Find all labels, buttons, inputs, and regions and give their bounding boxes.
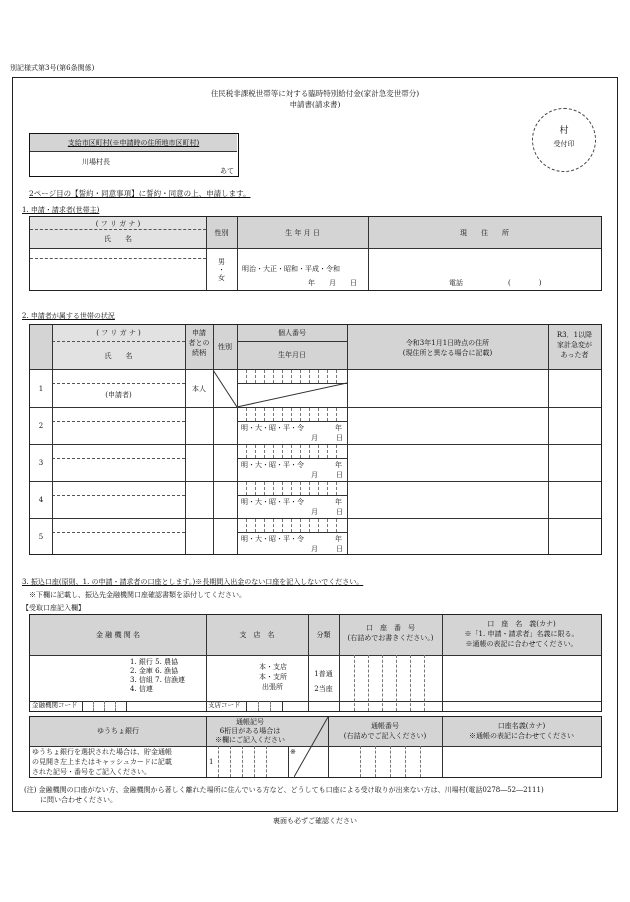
row5-era[interactable]: 明・大・昭・平・令 (241, 535, 304, 543)
branch-code-label: 支店コード (208, 701, 241, 709)
symbol-asterisk: ※ (290, 748, 296, 756)
row4-day: 日 (336, 508, 343, 516)
s1-dob-label: 生 年 月 日 (285, 229, 320, 237)
branch-type-3[interactable]: 出張所 (262, 683, 283, 691)
row1-self: 本人 (192, 385, 206, 393)
holder-kana-label: 口座名義(カナ) (497, 722, 546, 730)
yucho-note-3: された記号・番号をご記入ください。 (32, 768, 151, 776)
passbook-symbol-label: 通帳記号 (236, 718, 264, 726)
section3-subheading: 【受取口座記入欄】 (22, 604, 85, 612)
row3-month: 月 (311, 471, 318, 479)
category-type-2[interactable]: 2当座 (314, 685, 333, 693)
yucho-diagonal (294, 717, 328, 777)
bank-type-2[interactable]: 2. 金庫 6. 漁協 (130, 667, 179, 675)
row3-year: 年 (335, 461, 342, 469)
s2-name-label: 氏 名 (104, 352, 133, 360)
holder-label: 口 座 名 義(カナ) (487, 620, 556, 628)
symbol-first-digit: 1 (209, 758, 214, 766)
bank-type-3[interactable]: 3. 信組 7. 信漁連 (130, 676, 186, 684)
row-number-1: 1 (38, 385, 44, 393)
yucho-table[interactable] (29, 716, 602, 778)
bank-table[interactable] (29, 614, 602, 712)
s1-gender-female[interactable]: 女 (218, 274, 225, 282)
s1-gender-label: 性別 (214, 229, 229, 237)
s2-dob-label: 生年月日 (278, 351, 306, 359)
bank-code-label: 金融機関コード (32, 701, 78, 709)
passbook-no-label: 通帳番号 (371, 722, 399, 730)
row2-day: 日 (336, 434, 343, 442)
s2-sudden-3: あった者 (560, 351, 589, 359)
recipient-name: 川場村長 (82, 158, 110, 166)
s1-name-label: 氏 名 (104, 235, 132, 243)
branch-type-1[interactable]: 本・支店 (259, 663, 287, 671)
holder-sub2: ※通帳の表記に合わせてください。 (465, 640, 578, 648)
s1-gender-dot: ・ (218, 266, 225, 274)
row-number-4: 4 (38, 496, 44, 504)
row4-year: 年 (335, 498, 342, 506)
row2-year: 年 (335, 424, 342, 432)
s2-gender-label: 性別 (218, 343, 232, 351)
s1-address-label: 現 住 所 (460, 229, 509, 237)
recipient-honorific: あて (220, 167, 234, 175)
s2-furigana: ( フ リ ガ ナ ) (96, 329, 141, 337)
footer-note: 裏面も必ずご確認ください (273, 817, 357, 825)
category-type-1[interactable]: 1普通 (314, 670, 333, 678)
s2-relation-3: 続柄 (192, 349, 206, 357)
row5-day: 日 (336, 545, 343, 553)
holder-kana-sub: ※通帳の表記に合わせてください (469, 732, 574, 740)
s1-phone-paren[interactable]: ( ) (508, 279, 542, 287)
s1-era-options[interactable]: 明治・大正・昭和・平成・令和 (242, 265, 340, 273)
pledge-note: 2ページ目の【誓約・同意事項】に誓約・同意の上、申請します。 (29, 189, 251, 198)
stamp-label: 受付印 (553, 140, 575, 148)
row2-month: 月 (311, 434, 318, 442)
form-subtitle: 申請書(請求書) (289, 100, 341, 109)
row1-diagonal (213, 370, 347, 407)
yucho-note-1: ゆうちょ銀行を選択された場合は、貯金通帳 (32, 748, 172, 756)
s1-ymd: 年 月 日 (308, 279, 357, 287)
s2-relation-1: 申請 (192, 329, 206, 337)
row-number-5: 5 (38, 533, 44, 541)
footnote-2: に問い合わせください。 (40, 796, 117, 804)
account-no-sub: (右詰めでお書きください。) (347, 634, 434, 642)
s2-address-label-1: 令和3年1月1日時点の住所 (405, 339, 490, 347)
row-number-3: 3 (38, 459, 44, 467)
row3-day: 日 (336, 471, 343, 479)
row5-year: 年 (335, 535, 342, 543)
section3-note: ※下欄に記載し、振込先金融機関口座確認書類を添付してください。 (29, 591, 246, 599)
row5-month: 月 (311, 545, 318, 553)
branch-name-label: 支 店 名 (239, 631, 275, 639)
section2-heading: 2. 申請者が属する世帯の状況 (22, 312, 115, 320)
form-title: 住民税非課税世帯等に対する臨時特別給付金(家計急変世帯分) (210, 89, 420, 98)
applicant-table[interactable] (29, 216, 602, 291)
recipient-box (29, 133, 239, 177)
bank-type-1[interactable]: 1. 銀行 5. 農協 (130, 658, 179, 666)
recipient-header: 支給市区町村(※申請時の住所地市区町村) (67, 139, 200, 147)
s2-sudden-1: R3．1以降 (556, 331, 593, 339)
row4-month: 月 (311, 508, 318, 516)
row-number-2: 2 (38, 422, 44, 430)
row4-era[interactable]: 明・大・昭・平・令 (241, 498, 304, 506)
passbook-no-sub: (右詰めでご記入ください) (343, 732, 427, 740)
s2-relation-2: 者との (188, 339, 210, 347)
passbook-symbol-sub1: 6桁目がある場合は (219, 727, 281, 735)
s1-furigana: ( フ リ ガ ナ ) (95, 220, 141, 228)
account-no-label: 口 座 番 号 (366, 624, 415, 632)
stamp-village: 村 (559, 126, 569, 136)
footnote-1: (注) 金融機関の口座がない方、金融機関から著しく離れた場所に住んでいる方など、どうしても口座による受け取りが出来ない方は、川場村(電話0278―52―2111) (24, 786, 544, 794)
yucho-note-2: の見開き左上またはキャッシュカードに記載 (32, 758, 172, 766)
form-code: 別記様式第3号(第6条関係) (10, 64, 95, 72)
s1-gender-male[interactable]: 男 (218, 258, 225, 266)
reception-stamp (532, 108, 596, 172)
section1-heading: 1. 申請・請求者(世帯主) (22, 206, 100, 214)
s2-mynumber-label: 個人番号 (278, 329, 306, 337)
yucho-label: ゆうちょ銀行 (97, 727, 139, 735)
category-label: 分類 (316, 631, 331, 639)
household-table[interactable] (29, 324, 602, 555)
bank-name-label: 金 融 機 関 名 (96, 631, 140, 639)
row1-applicant: (申請者) (105, 391, 132, 399)
row3-era[interactable]: 明・大・昭・平・令 (241, 461, 304, 469)
branch-type-2[interactable]: 本・支所 (259, 673, 287, 681)
section3-heading: 3. 振込口座(原則、1. の申請・請求者の口座とします。)※長期間入出金のない口座を記入しないでください。 (22, 578, 364, 586)
passbook-symbol-sub2: ※欄にご記入ください (215, 736, 285, 744)
s1-phone-label: 電話 (449, 279, 463, 287)
s2-address-label-2: (現住所と異なる場合に記載) (402, 349, 493, 357)
bank-type-4[interactable]: 4. 信連 (130, 685, 153, 693)
s2-sudden-2: 家計急変が (557, 341, 592, 349)
row2-era[interactable]: 明・大・昭・平・令 (241, 424, 304, 432)
holder-sub1: ※「1. 申請・請求者」名義に限る。 (464, 630, 579, 638)
